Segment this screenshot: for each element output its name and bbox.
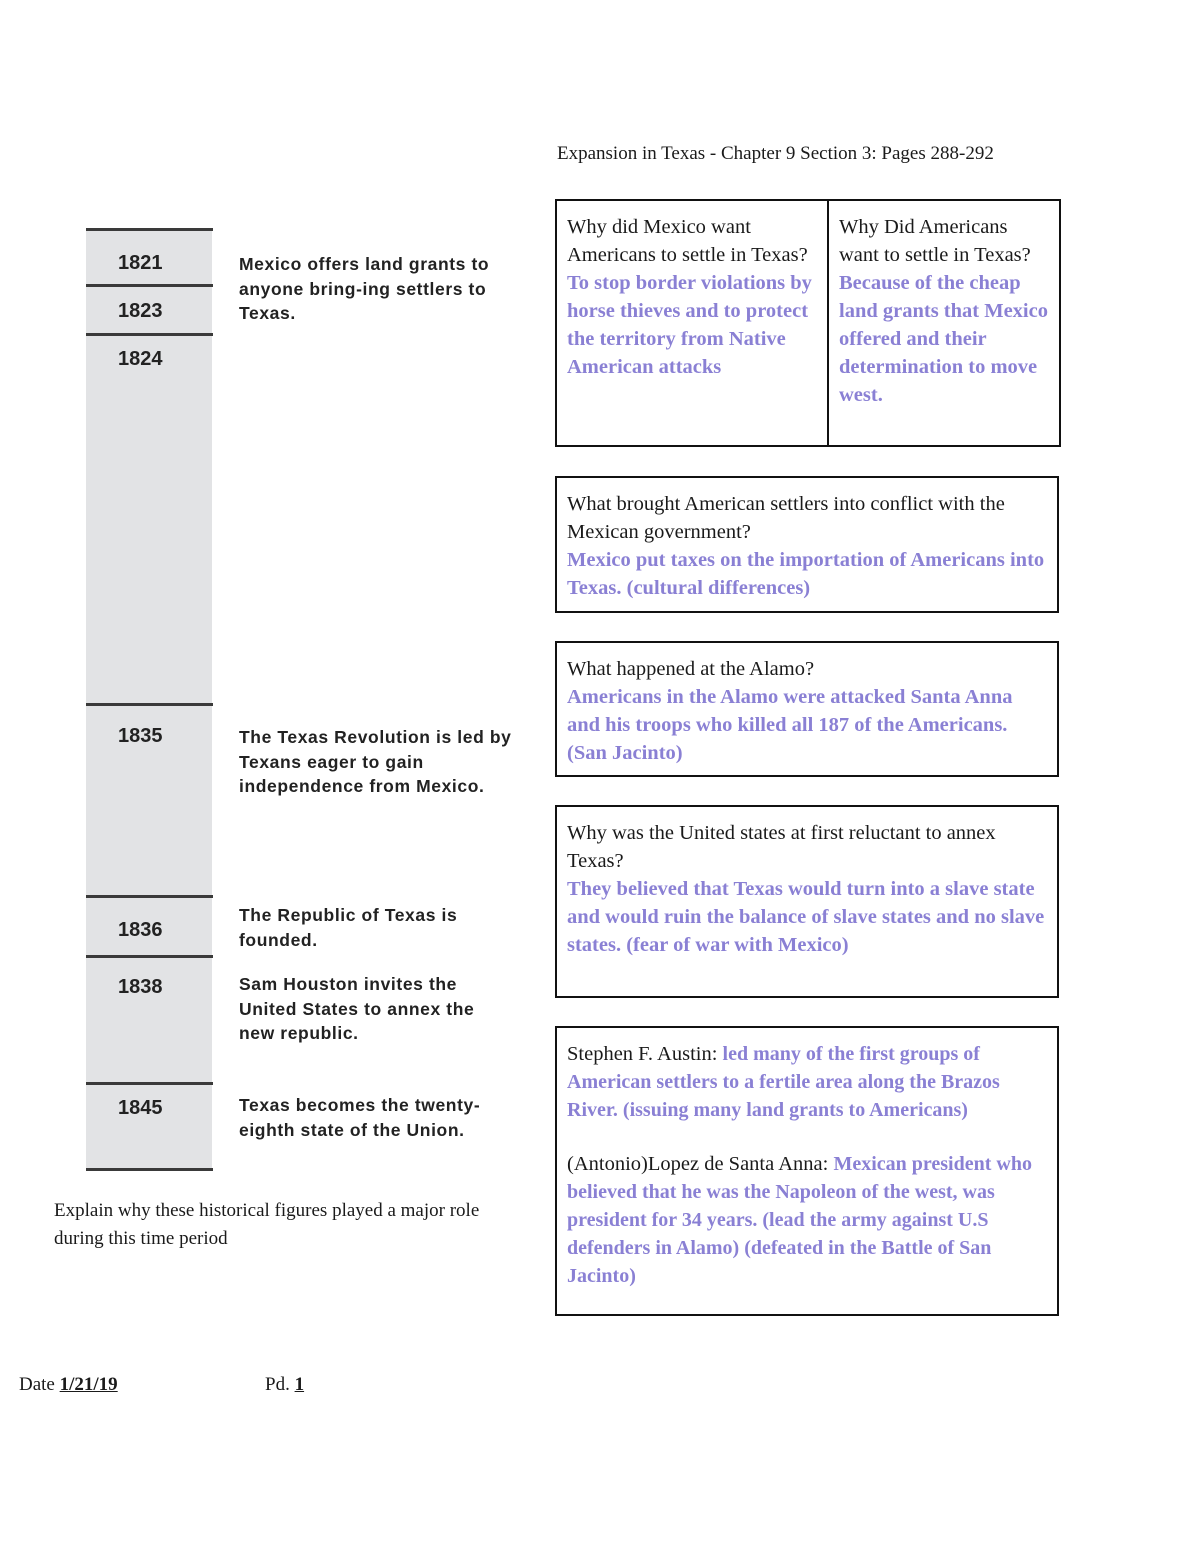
figure-entry bbox=[567, 1040, 1047, 1124]
timeline-divider bbox=[86, 955, 213, 958]
question-text: Why did Mexico want Americans to settle in Texas? bbox=[567, 216, 808, 266]
conflict-box bbox=[555, 476, 1059, 613]
question-text: Why was the United states at first reluctant to annex Texas? bbox=[567, 822, 996, 872]
timeline-divider bbox=[86, 1082, 213, 1085]
figure-name: Stephen F. Austin: bbox=[567, 1043, 718, 1065]
date-value: 1/21/19 bbox=[59, 1374, 118, 1395]
timeline-event: Sam Houston invites the United States to annex the new republic. bbox=[239, 974, 475, 1043]
figures-prompt: Explain why these historical figures played a major role during this time period bbox=[54, 1200, 480, 1249]
date-field bbox=[19, 1374, 118, 1396]
mexico-reason-cell bbox=[557, 201, 827, 445]
annexation-box bbox=[555, 805, 1059, 998]
timeline-divider bbox=[86, 703, 213, 706]
timeline-divider bbox=[86, 1168, 213, 1171]
figure-answer: Mexican president who believed that he was the Napoleon of the west, was president for 34 years. (lead the army against U.S defenders in Alamo) (defeated in the Battle of San Jacinto) bbox=[567, 1153, 1032, 1287]
timeline-event: The Republic of Texas is founded. bbox=[239, 905, 458, 950]
period-label: Pd. bbox=[265, 1374, 290, 1395]
timeline-divider bbox=[86, 228, 213, 231]
timeline-event: Texas becomes the twenty-eighth state of the Union. bbox=[239, 1095, 481, 1140]
answer-text: Because of the cheap land grants that Mexico offered and their determination to move west. bbox=[839, 272, 1048, 406]
timeline-year: 1824 bbox=[118, 348, 163, 370]
figure-entry bbox=[567, 1150, 1047, 1290]
alamo-box bbox=[555, 641, 1059, 777]
period-value: 1 bbox=[294, 1374, 305, 1395]
timeline-year: 1836 bbox=[118, 919, 163, 941]
timeline-year: 1838 bbox=[118, 976, 163, 998]
timeline-divider bbox=[86, 284, 213, 287]
answer-text: To stop border violations by horse thieves and to protect the territory from Native American attacks bbox=[567, 272, 812, 378]
answer-text: They believed that Texas would turn into a slave state and would ruin the balance of slave states and no slave states. (fear of war with Mexico) bbox=[567, 878, 1045, 956]
period-field bbox=[265, 1374, 304, 1396]
settlement-reasons-box bbox=[555, 199, 1061, 447]
question-text: What brought American settlers into conflict with the Mexican government? bbox=[567, 493, 1005, 543]
answer-text: Mexico put taxes on the importation of Americans into Texas. (cultural differences) bbox=[567, 549, 1045, 599]
americans-reason-cell bbox=[827, 201, 1059, 445]
date-label: Date bbox=[19, 1374, 55, 1395]
timeline-year: 1845 bbox=[118, 1097, 163, 1119]
question-text: Why Did Americans want to settle in Texas? bbox=[839, 216, 1031, 266]
timeline-year: 1821 bbox=[118, 252, 163, 274]
timeline-event: The Texas Revolution is led by Texans eager to gain independence from Mexico. bbox=[239, 727, 512, 796]
answer-text: Americans in the Alamo were attacked Santa Anna and his troops who killed all 187 of the Americans. (San Jacinto) bbox=[567, 686, 1013, 764]
timeline-event: Mexico offers land grants to anyone bring-ing settlers to Texas. bbox=[239, 254, 490, 323]
timeline-divider bbox=[86, 895, 213, 898]
historical-figures-box bbox=[555, 1026, 1059, 1316]
timeline-year: 1835 bbox=[118, 725, 163, 747]
question-text: What happened at the Alamo? bbox=[567, 658, 815, 680]
timeline-year: 1823 bbox=[118, 300, 163, 322]
timeline-divider bbox=[86, 333, 213, 336]
page-title: Expansion in Texas - Chapter 9 Section 3: Pages 288-292 bbox=[557, 143, 994, 164]
figure-name: (Antonio)Lopez de Santa Anna: bbox=[567, 1153, 829, 1175]
figure-answer: led many of the first groups of American settlers to a fertile area along the Brazos River. (issuing many land grants to Americans) bbox=[567, 1043, 1000, 1121]
